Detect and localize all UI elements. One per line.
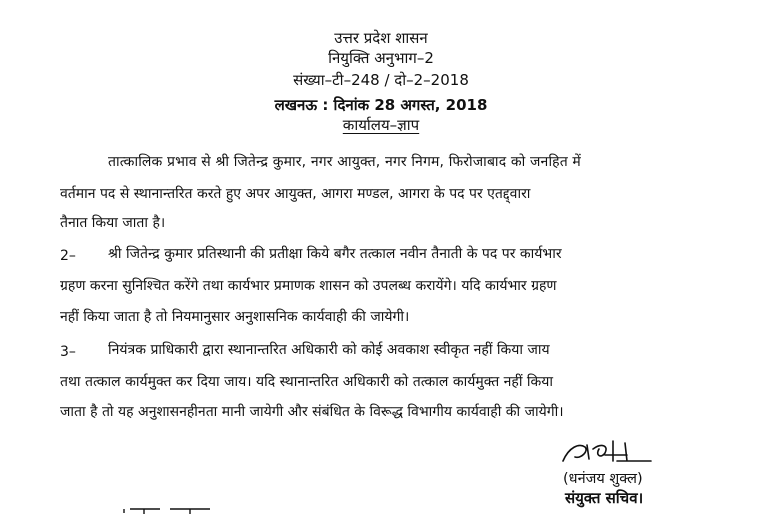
paragraph-line: तथा तत्काल कार्यमुक्त कर दिया जाय। यदि स्थानान्तरित अधिकारी को तत्काल कार्यमुक्त नहीं किया <box>60 374 554 390</box>
document-type-title: कार्यालय–ज्ञाप <box>342 116 420 134</box>
reference-number: संख्या–टी–248 / दो–2–2018 <box>293 71 469 89</box>
paragraph-line: जाता है तो यह अनुशासनहीनता मानी जायेगी और संबंधित के विरूद्ध विभागीय कार्यवाही की जायेगी। <box>60 404 564 420</box>
paragraph-line: तात्कालिक प्रभाव से श्री जितेन्द्र कुमार, नगर आयुक्त, नगर निगम, फिरोजाबाद को जनहित में <box>108 154 581 170</box>
place-and-date: लखनऊ : दिनांक 28 अगस्त, 2018 <box>274 96 488 114</box>
paragraph-line: वर्तमान पद से स्थानान्तरित करते हुए अपर आयुक्त, आगरा मण्डल, आगरा के पद पर एतद्द्वारा <box>60 186 531 202</box>
paragraph-line: नियंत्रक प्राधिकारी द्वारा स्थानान्तरित अधिकारी को कोई अवकाश स्वीकृत नहीं किया जाय <box>108 342 550 358</box>
department-name: नियुक्ति अनुभाग–2 <box>328 49 434 67</box>
paragraph-number: 2– <box>60 248 76 264</box>
paragraph-line: ग्रहण करना सुनिश्चित करेंगे तथा कार्यभार प्रमाणक शासन को उपलब्ध करायेंगे। यदि कार्यभार ग्रहण <box>60 278 557 294</box>
government-name: उत्तर प्रदेश शासन <box>334 29 428 47</box>
paragraph-number: 3– <box>60 344 76 360</box>
paragraph-line: तैनात किया जाता है। <box>60 215 166 231</box>
handwritten-signature <box>555 437 665 467</box>
paragraph-line: श्री जितेन्द्र कुमार प्रतिस्थानी की प्रतीक्षा किये बगैर तत्काल नवीन तैनाती के पद पर कार्यभार <box>108 246 562 262</box>
cropped-text-fragment <box>120 506 220 514</box>
paragraph-line: नहीं किया जाता है तो नियमानुसार अनुशासनिक कार्यवाही की जायेगी। <box>60 309 410 325</box>
signatory-name: (धनंजय शुक्ल) <box>563 471 643 487</box>
signatory-designation: संयुक्त सचिव। <box>565 489 644 507</box>
